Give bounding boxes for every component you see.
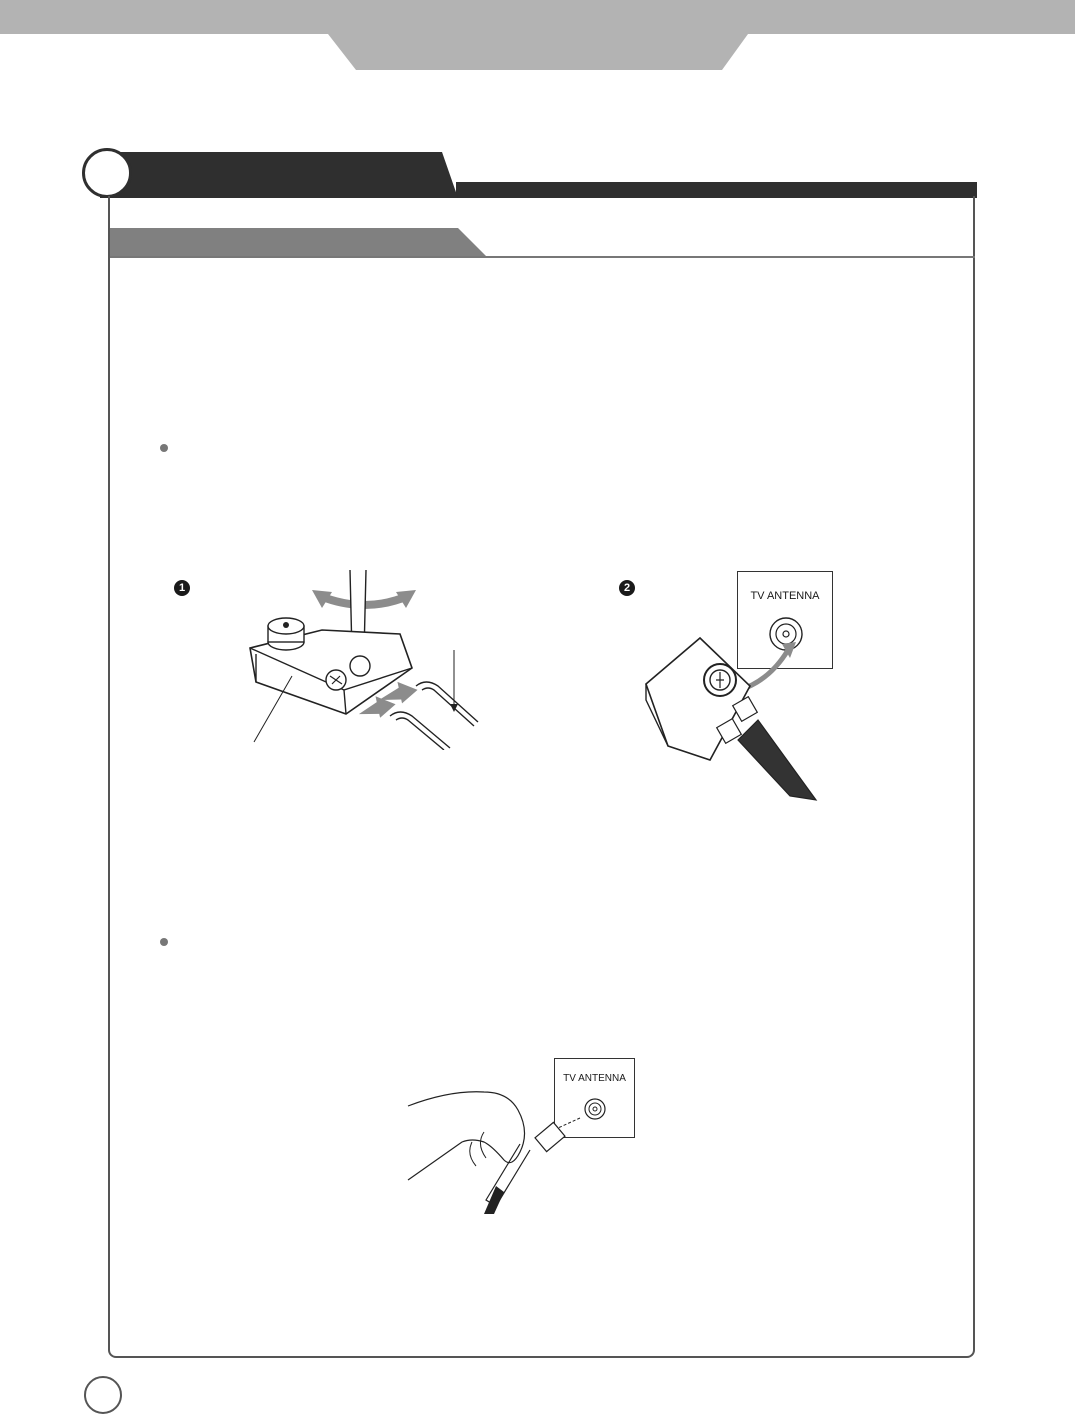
- hand-coax-plug-illustration: [400, 1080, 600, 1220]
- bullet-dot: [160, 938, 168, 946]
- subsection-header-line: [110, 256, 975, 258]
- section-number-circle: [82, 148, 132, 198]
- figure-number-1: 1: [174, 580, 190, 596]
- tv-antenna-label: TV ANTENNA: [563, 1073, 626, 1084]
- top-header-tab: [0, 0, 1075, 72]
- section-header-tab: [100, 152, 460, 198]
- tv-antenna-label: TV ANTENNA: [750, 590, 820, 602]
- subsection-header-tab: [110, 228, 490, 258]
- page-number-circle: [84, 1376, 122, 1414]
- bullet-dot: [160, 444, 168, 452]
- adapter-to-jack-illustration: [640, 600, 830, 810]
- figure-number-2: 2: [619, 580, 635, 596]
- adapter-screwdriver-illustration: [240, 570, 500, 750]
